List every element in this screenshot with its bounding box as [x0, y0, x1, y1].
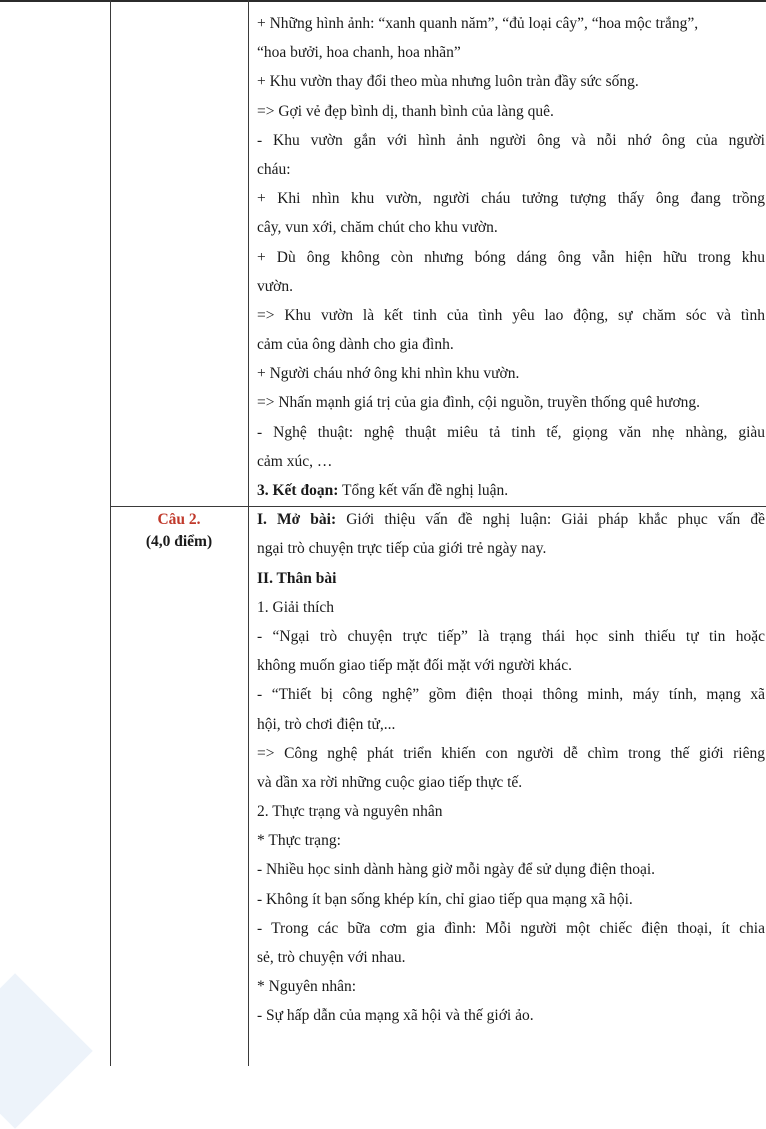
content-line — [257, 943, 765, 972]
text-segment: * Nguyên nhân: — [257, 978, 357, 996]
text-segment: - Trong các bữa cơm gia đình: Mỗi người một chiếc điện thoại, ít chia — [257, 919, 765, 937]
text-segment: - “Ngại trò chuyện trực tiếp” là trạng thái học sinh thiếu tự tin hoặc — [257, 627, 765, 645]
text-segment: + Khi nhìn khu vườn, người cháu tưởng tượng thấy ông đang trồng — [257, 190, 765, 208]
content-line — [257, 680, 765, 709]
text-segment: - Sự hấp dẫn của mạng xã hội và thế giới ảo. — [257, 1007, 534, 1025]
content-line — [257, 155, 765, 184]
text-segment: cảm của ông dành cho gia đình. — [257, 336, 454, 354]
content-line — [257, 710, 765, 739]
content-line — [257, 651, 765, 680]
content-line — [257, 739, 765, 768]
text-segment: - “Thiết bị công nghệ” gồm điện thoại thông minh, máy tính, mạng xã — [257, 686, 765, 704]
content-line — [257, 330, 765, 359]
text-segment: cháu: — [257, 160, 291, 178]
background-decoration — [0, 973, 93, 1129]
content-line — [257, 213, 765, 242]
content-line — [257, 885, 765, 914]
text-segment: + Dù ông không còn nhưng bóng dáng ông vẫn hiện hữu trong khu — [257, 248, 765, 266]
content-line — [257, 476, 765, 505]
content-line — [257, 855, 765, 884]
content-line — [257, 826, 765, 855]
content-line — [257, 447, 765, 476]
text-segment: Tổng kết vấn đề nghị luận. — [338, 482, 509, 499]
content-line — [257, 388, 765, 417]
content-line — [257, 768, 765, 797]
text-segment: => Khu vườn là kết tinh của tình yêu lao động, sự chăm sóc và tình — [257, 306, 765, 324]
content-line — [257, 564, 765, 593]
text-segment: => Gợi vẻ đẹp bình dị, thanh bình của làng quê. — [257, 102, 554, 120]
text-segment: + Những hình ảnh: “xanh quanh năm”, “đủ loại cây”, “hoa mộc trắng”, — [257, 15, 699, 32]
text-segment: “hoa bưởi, hoa chanh, hoa nhãn” — [257, 44, 461, 62]
text-segment: ngại trò chuyện trực tiếp của giới trẻ ngày nay. — [257, 540, 547, 558]
content-line — [257, 126, 765, 155]
bold-text: II. Thân bài — [257, 569, 337, 587]
text-segment: + Người cháu nhớ ông khi nhìn khu vườn. — [257, 365, 520, 383]
content-line — [257, 505, 765, 534]
content-line — [257, 418, 765, 447]
text-segment: vườn. — [257, 277, 293, 295]
question-label-cell — [110, 509, 248, 553]
text-segment: 1. Giải thích — [257, 598, 335, 616]
content-line — [257, 67, 765, 96]
answer-content-column — [257, 9, 765, 1031]
content-line — [257, 914, 765, 943]
content-line — [257, 184, 765, 213]
content-line — [257, 243, 765, 272]
text-segment: + Khu vườn thay đổi theo mùa nhưng luôn tràn đầy sức sống. — [257, 73, 639, 91]
table-top-border — [0, 0, 766, 2]
text-segment: - Nghệ thuật: nghệ thuật miêu tả tinh tế, giọng văn nhẹ nhàng, giàu — [257, 423, 765, 441]
text-segment: => Công nghệ phát triển khiến con người dễ chìm trong thế giới riêng — [257, 744, 765, 762]
content-line — [257, 972, 765, 1001]
content-line — [257, 593, 765, 622]
content-line — [257, 1001, 765, 1030]
bold-text: I. Mở bài: — [257, 511, 337, 529]
bold-text: 3. Kết đoạn: — [257, 482, 339, 499]
text-segment: 2. Thực trạng và nguyên nhân — [257, 803, 443, 821]
text-segment: * Thực trạng: — [257, 832, 341, 850]
table-column-divider — [248, 0, 249, 1066]
content-line — [257, 97, 765, 126]
text-segment: => Nhấn mạnh giá trị của gia đình, cội nguồn, truyền thống quê hương. — [257, 394, 701, 412]
content-line — [257, 38, 765, 67]
question-number: Câu 2. — [157, 511, 201, 529]
content-line — [257, 9, 765, 38]
content-line — [257, 622, 765, 651]
text-segment: không muốn giao tiếp mặt đối mặt với người khác. — [257, 657, 572, 675]
content-line — [257, 797, 765, 826]
text-segment: cây, vun xới, chăm chút cho khu vườn. — [257, 219, 498, 237]
text-segment: - Nhiều học sinh dành hàng giờ mỗi ngày để sử dụng điện thoại. — [257, 861, 656, 879]
content-line — [257, 301, 765, 330]
text-segment: sẻ, trò chuyện với nhau. — [257, 949, 406, 966]
text-segment: và dần xa rời những cuộc giao tiếp thực tế. — [257, 773, 523, 791]
text-segment: hội, trò chơi điện tử,... — [257, 715, 396, 733]
content-line — [257, 359, 765, 388]
text-segment: cảm xúc, … — [257, 452, 333, 470]
content-line — [257, 534, 765, 563]
content-line — [257, 272, 765, 301]
text-segment: - Không ít bạn sống khép kín, chỉ giao tiếp qua mạng xã hội. — [257, 890, 633, 908]
text-segment: Giới thiệu vấn đề nghị luận: Giải pháp khắc phục vấn đề — [336, 511, 765, 529]
text-segment: - Khu vườn gắn với hình ảnh người ông và nỗi nhớ ông của người — [257, 131, 765, 149]
question-score: (4,0 điểm) — [145, 533, 213, 551]
